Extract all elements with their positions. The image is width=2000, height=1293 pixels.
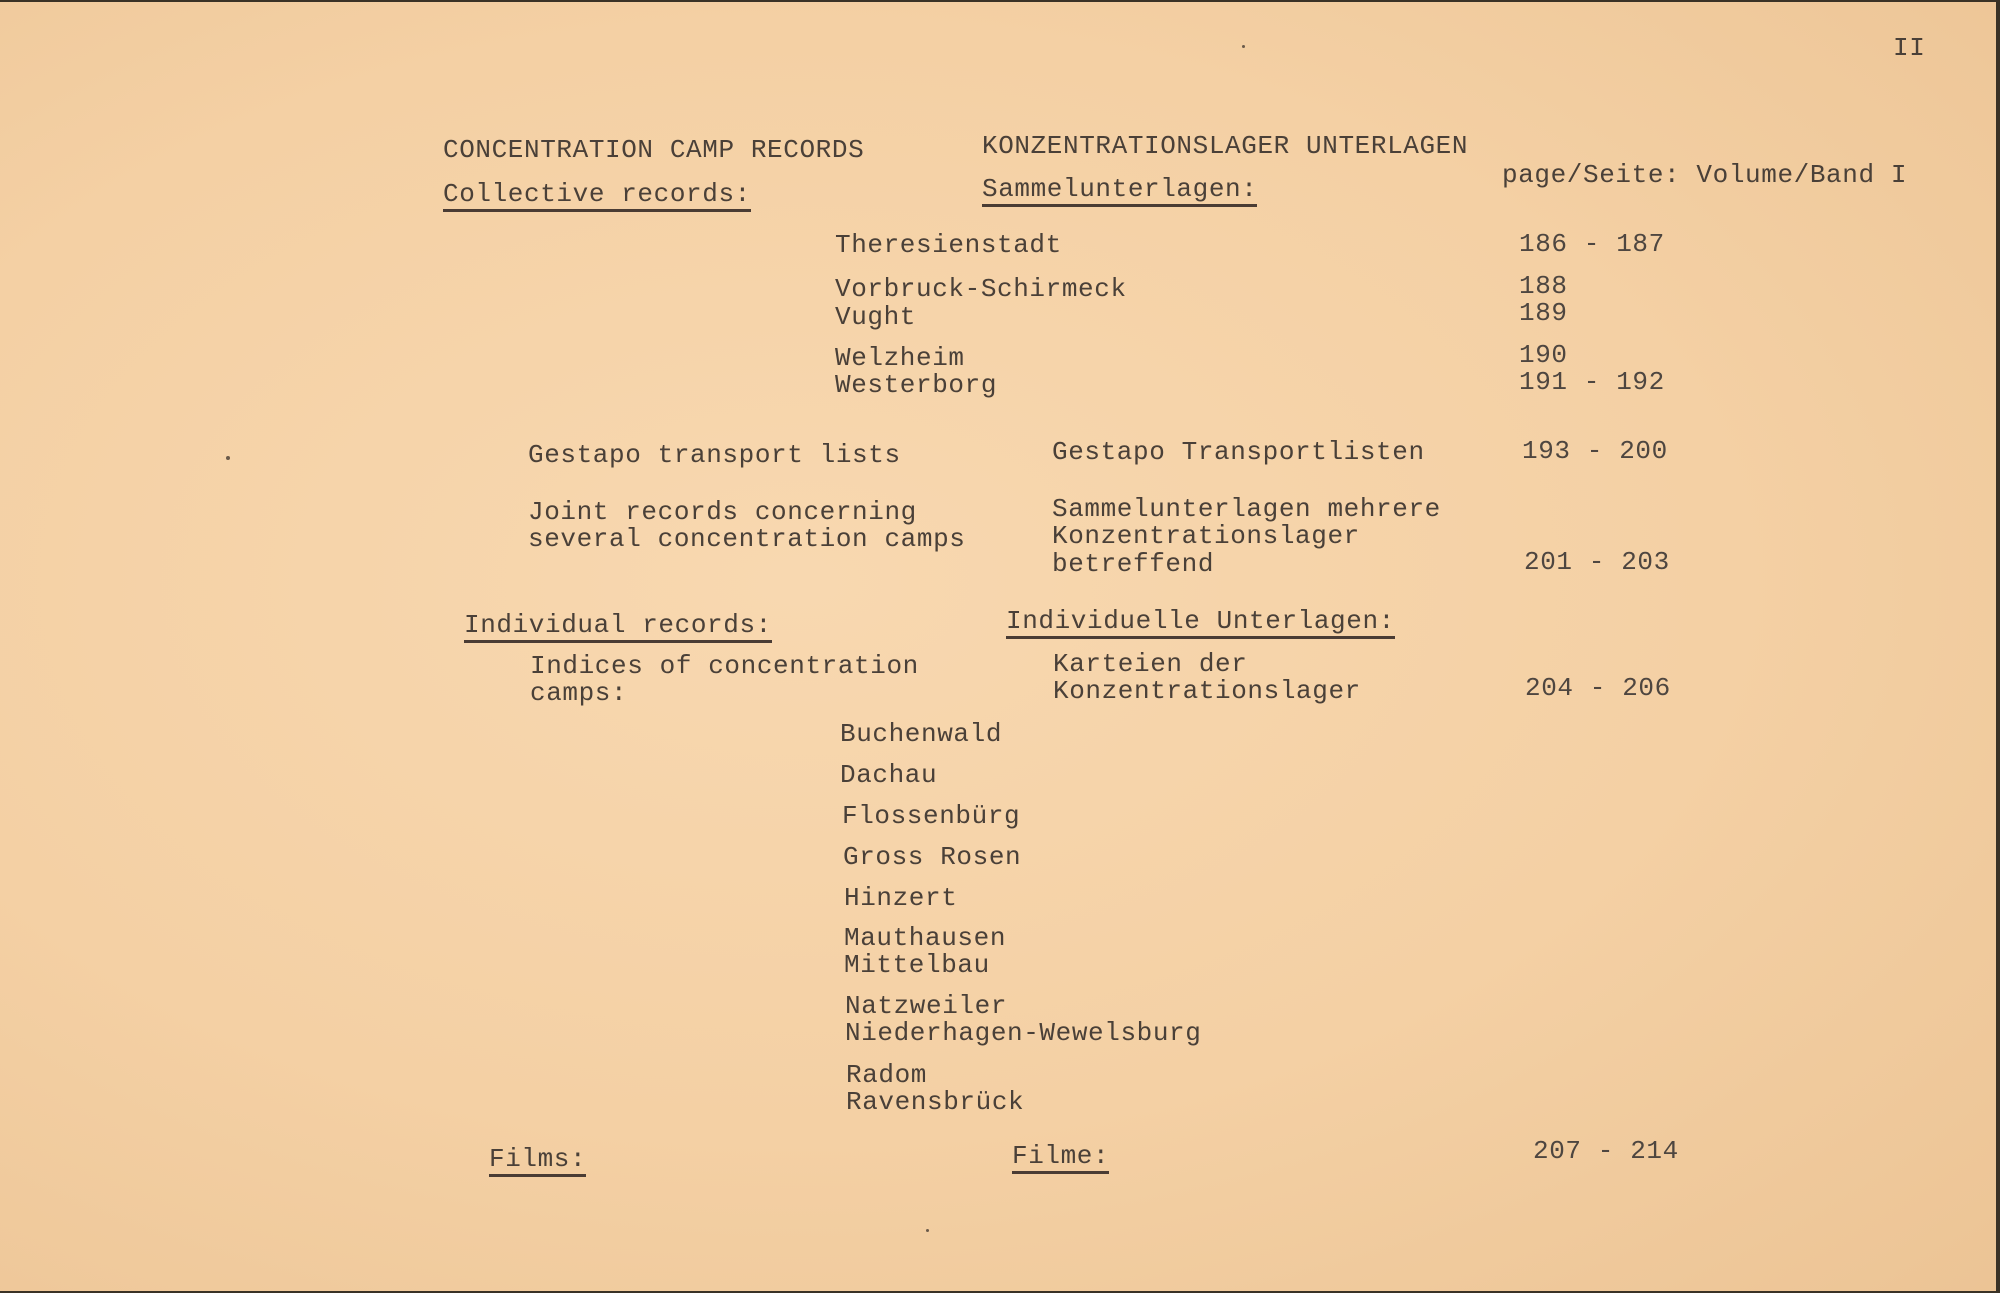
joint-de-line1: Sammelunterlagen mehrere xyxy=(1052,494,1441,524)
joint-en-line1: Joint records concerning xyxy=(528,497,917,527)
camp-pages: 186 - 187 xyxy=(1519,229,1665,259)
joint-de-line3: betreffend xyxy=(1052,549,1215,579)
camp-pages: 188 xyxy=(1519,271,1568,301)
camp-name: Theresienstadt xyxy=(835,230,1062,260)
collective-heading-en: Collective records: xyxy=(443,180,751,212)
individual-camp: Buchenwald xyxy=(840,719,1003,749)
joint-en-line2: several concentration camps xyxy=(528,524,966,554)
indices-de-line2: Konzentrationslager xyxy=(1053,676,1361,706)
page-number: II xyxy=(1893,33,1926,63)
title-en: CONCENTRATION CAMP RECORDS xyxy=(443,135,865,165)
camp-name: Vorbruck-Schirmeck xyxy=(835,274,1127,304)
individual-camp: Hinzert xyxy=(844,883,958,913)
individual-camp: Natzweiler xyxy=(845,991,1008,1021)
indices-en-line2: camps: xyxy=(530,678,628,708)
films-de: Filme: xyxy=(1012,1142,1109,1174)
individual-camp: Ravensbrück xyxy=(846,1087,1025,1117)
individual-camp: Mittelbau xyxy=(844,950,990,980)
films-pages: 207 - 214 xyxy=(1533,1136,1679,1166)
joint-de-line2: Konzentrationslager xyxy=(1052,521,1360,551)
individual-camp: Radom xyxy=(846,1060,928,1090)
individual-camp: Gross Rosen xyxy=(843,842,1022,872)
camp-pages: 191 - 192 xyxy=(1519,367,1665,397)
paper-speck xyxy=(926,1229,929,1232)
individual-heading-de: Individuelle Unterlagen: xyxy=(1006,607,1395,639)
gestapo-pages: 193 - 200 xyxy=(1522,436,1668,466)
collective-heading-de: Sammelunterlagen: xyxy=(982,175,1257,207)
camp-pages: 190 xyxy=(1519,340,1568,370)
camp-name: Westerborg xyxy=(835,370,998,400)
document-page xyxy=(0,2,1996,1291)
individual-camp: Niederhagen-Wewelsburg xyxy=(845,1018,1202,1048)
indices-pages: 204 - 206 xyxy=(1525,673,1671,703)
indices-en-line1: Indices of concentration xyxy=(530,651,919,681)
films-en: Films: xyxy=(489,1145,586,1177)
camp-name: Welzheim xyxy=(835,343,965,373)
individual-heading-en: Individual records: xyxy=(464,611,772,643)
paper-speck xyxy=(1242,45,1245,48)
individual-camp: Dachau xyxy=(840,760,938,790)
joint-pages: 201 - 203 xyxy=(1524,547,1670,577)
camp-pages: 189 xyxy=(1519,298,1568,328)
indices-de-line1: Karteien der xyxy=(1053,649,1248,679)
individual-camp: Flossenbürg xyxy=(842,801,1021,831)
title-de: KONZENTRATIONSLAGER UNTERLAGEN xyxy=(982,131,1469,161)
page-label: page/Seite: Volume/Band I xyxy=(1502,160,1908,190)
gestapo-en: Gestapo transport lists xyxy=(528,440,901,470)
camp-name: Vught xyxy=(835,302,917,332)
paper-speck xyxy=(226,456,230,460)
individual-camp: Mauthausen xyxy=(844,923,1007,953)
gestapo-de: Gestapo Transportlisten xyxy=(1052,437,1425,467)
